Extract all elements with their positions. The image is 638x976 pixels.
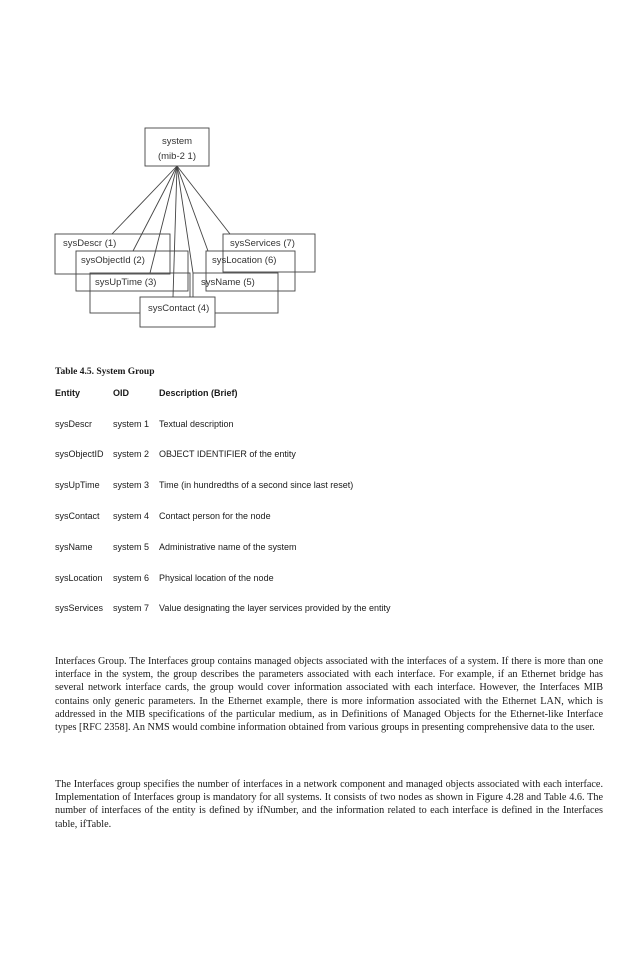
node-label-sysName: sysName (5) — [201, 277, 255, 288]
cell-entity: sysContact — [55, 511, 100, 521]
node-label-sysUpTime: sysUpTime (3) — [95, 277, 157, 288]
cell-oid: system 5 — [113, 542, 150, 552]
table-caption: Table 4.5. System Group — [55, 367, 155, 377]
paragraph-interfaces-structure: The Interfaces group specifies the number of interfaces in a network component and managed objects associated with each interface. Implementation of Interfaces group is mandatory for all systems. It consists of two nodes as shown in Figure 4.28 and Table 4.6. The number of interfaces of the entity is defined by ifNumber, and the information related to each interface is defined in the Interfaces table, ifTable. — [55, 779, 603, 830]
paragraph-interfaces-group: Interfaces Group. The Interfaces group contains managed objects associated with the interfaces of a system. If there is more than one interface in the system, the group describes the parameters associated with each interface. For example, if an Ethernet bridge has several network interface cards, the group would cover information associated with each interface. However, the Interfaces MIB contains only generic parameters. In the Ethernet example, there is more information associated with the Ethernet LAN, which is addressed in the MIB specifications of the particular medium, as in Definitions of Managed Objects for the Ethernet-like Interface types [RFC 2358]. An NMS would combine information obtained from various groups in presenting comprehensive data to the user. — [55, 656, 603, 734]
header-description: Description (Brief) — [159, 388, 238, 398]
cell-description: Contact person for the node — [159, 511, 271, 521]
system-group-tree-diagram — [0, 0, 638, 340]
cell-oid: system 4 — [113, 511, 150, 521]
node-label-sysDescr: sysDescr (1) — [63, 238, 117, 249]
root-node-oid: (mib-2 1) — [157, 151, 197, 162]
header-oid: OID — [113, 388, 130, 398]
node-label-sysLocation: sysLocation (6) — [212, 255, 277, 266]
node-label-sysContact: sysContact (4) — [148, 303, 210, 314]
cell-description: Textual description — [159, 419, 234, 429]
node-label-sysServices: sysServices (7) — [230, 238, 295, 249]
cell-entity: sysName — [55, 542, 93, 552]
cell-oid: system 6 — [113, 573, 150, 583]
cell-entity: sysObjectID — [55, 449, 104, 459]
cell-oid: system 3 — [113, 480, 150, 490]
cell-entity: sysDescr — [55, 419, 93, 429]
cell-description: Value designating the layer services provided by the entity — [159, 603, 391, 613]
cell-description: OBJECT IDENTIFIER of the entity — [159, 449, 296, 459]
cell-oid: system 1 — [113, 419, 150, 429]
node-label-sysObjectId: sysObjectId (2) — [81, 255, 145, 266]
root-node-label: system — [161, 136, 193, 147]
cell-description: Time (in hundredths of a second since last reset) — [159, 480, 354, 490]
cell-description: Physical location of the node — [159, 573, 274, 583]
cell-description: Administrative name of the system — [159, 542, 297, 552]
header-entity: Entity — [55, 388, 81, 398]
cell-oid: system 2 — [113, 449, 150, 459]
cell-oid: system 7 — [113, 603, 150, 613]
cell-entity: sysServices — [55, 603, 104, 613]
cell-entity: sysLocation — [55, 573, 103, 583]
cell-entity: sysUpTime — [55, 480, 100, 490]
